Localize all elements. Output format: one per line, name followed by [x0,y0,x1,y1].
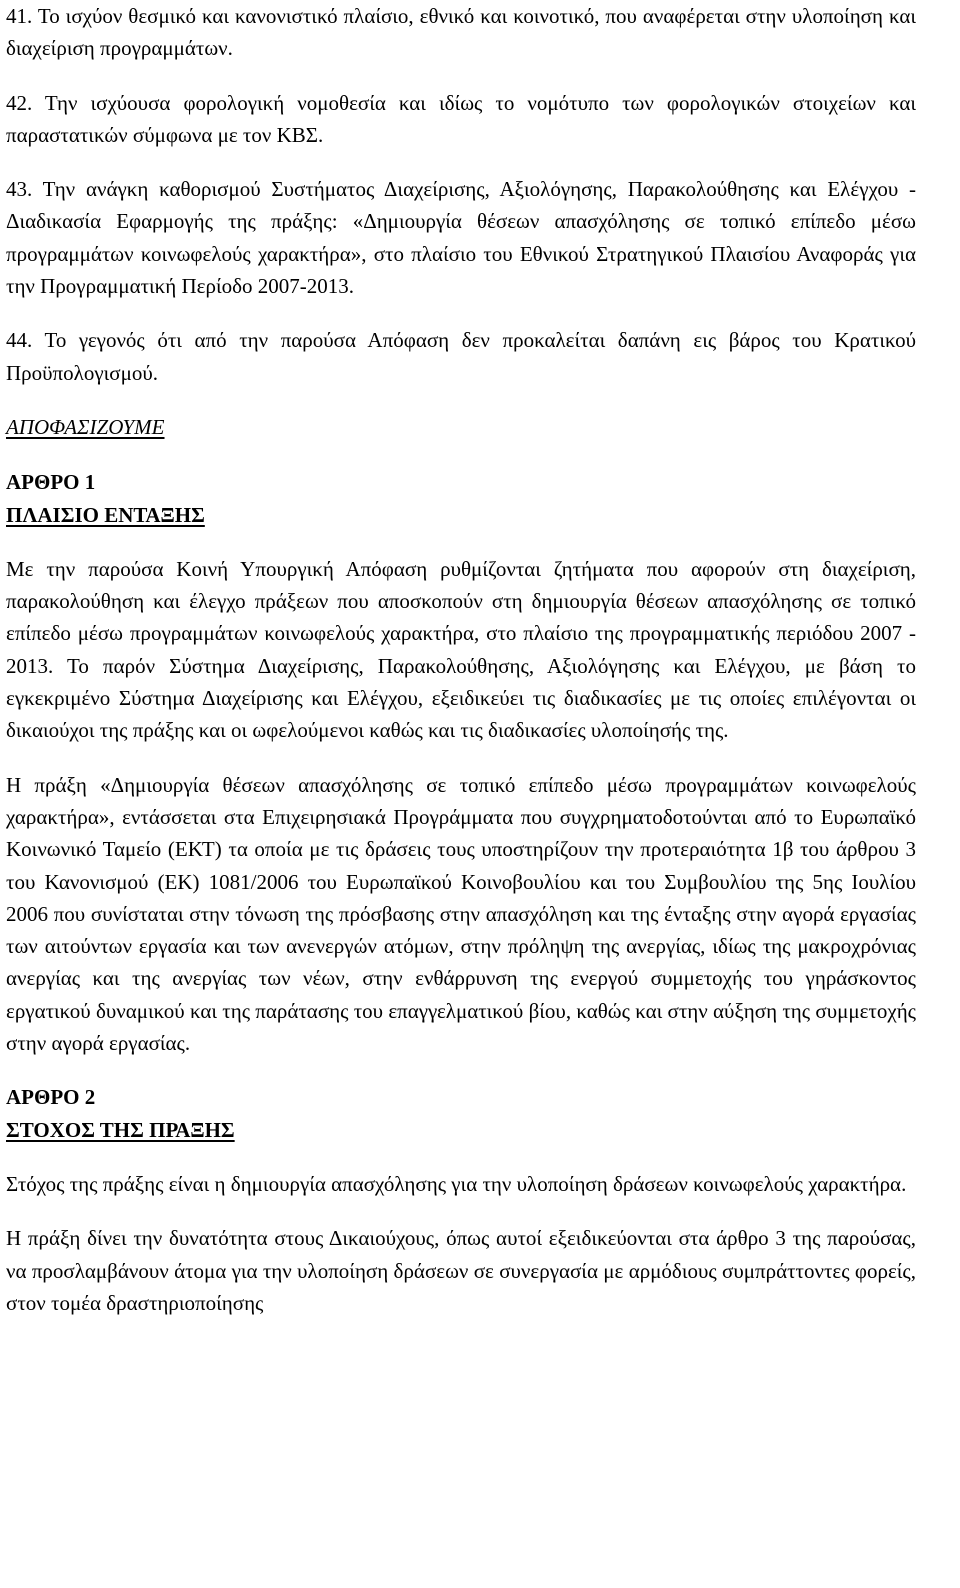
document-page [6,0,916,1319]
article-2-paragraph: Η πράξη δίνει την δυνατότητα στους Δικαιούχους, όπως αυτοί εξειδικεύονται στα άρθρο 3 της παρούσας, να προσλαμβάνουν άτομα για την υλοποίηση δράσεων σε συνεργασία με αρμόδιους συμπράττοντες φορείς, στον τομέα δραστηριοποίησης [6,1226,916,1315]
article-2-heading [6,1081,916,1146]
consideration-item-41: 41. Το ισχύον θεσμικό και κανονιστικό πλαίσιο, εθνικό και κοινοτικό, που αναφέρεται στην υλοποίηση και διαχείριση προγραμμάτων. [6,4,916,61]
decision-heading: ΑΠΟΦΑΣΙΖΟΥΜΕ [6,414,165,439]
article-2-paragraph: Στόχος της πράξης είναι η δημιουργία απασχόλησης για την υλοποίηση δράσεων κοινωφελούς χαρακτήρα. [6,1171,907,1196]
consideration-item-42: 42. Την ισχύουσα φορολογική νομοθεσία και ιδίως το νομότυπο των φορολογικών στοιχείων και παραστατικών σύμφωνα με τον ΚΒΣ. [6,90,916,147]
article-2-title: ΣΤΟΧΟΣ ΤΗΣ ΠΡΑΞΗΣ [6,1117,235,1142]
article-1-paragraph: Με την παρούσα Κοινή Υπουργική Απόφαση ρυθμίζονται ζητήματα που αφορούν στη διαχείριση, παρακολούθηση και έλεγχο πράξεων που αποσκοπούν στη δημιουργία θέσεων απασχόλησης σε τοπικό επίπεδο μέσω προγραμμάτων κοινωφελούς χαρακτήρα, στο πλαίσιο της προγραμματικής περιόδου 2007 - 2013. Το παρόν Σύστημα Διαχείρισης, Παρακολούθησης, Αξιολόγησης και Ελέγχου, με βάση το εγκεκριμένο Σύστημα Διαχείρισης και Ελέγχου, εξειδικεύει τις διαδικασίες με τις οποίες επιλέγονται οι δικαιούχοι της πράξης και οι ωφελούμενοι καθώς και τις διαδικασίες υλοποίησής της. [6,556,916,743]
consideration-item-44: 44. Το γεγονός ότι από την παρούσα Απόφαση δεν προκαλείται δαπάνη εις βάρος του Κρατικού Προϋπολογισμού. [6,328,916,385]
article-2-number: ΑΡΘΡΟ 2 [6,1085,96,1110]
article-1-heading [6,466,916,531]
article-1-title: ΠΛΑΙΣΙΟ ΕΝΤΑΞΗΣ [6,502,205,527]
consideration-item-43: 43. Την ανάγκη καθορισμού Συστήματος Διαχείρισης, Αξιολόγησης, Παρακολούθησης και Ελέγχου - Διαδικασία Εφαρμογής της πράξης: «Δημιουργία θέσεων απασχόλησης σε τοπικό επίπεδο μέσω προγραμμάτων κοινωφελούς χαρακτήρα», στο πλαίσιο του Εθνικού Στρατηγικού Πλαισίου Αναφοράς για την Προγραμματική Περίοδο 2007-2013. [6,177,916,299]
article-1-number: ΑΡΘΡΟ 1 [6,470,96,495]
article-1-paragraph: Η πράξη «Δημιουργία θέσεων απασχόλησης σε τοπικό επίπεδο μέσω προγραμμάτων κοινωφελούς χαρακτήρα», εντάσσεται στα Επιχειρησιακά Προγράμματα που συγχρηματοδοτούνται από το Ευρωπαϊκό Κοινωνικό Ταμείο (ΕΚΤ) τα οποία με τις δράσεις τους υποστηρίζουν την προτεραιότητα 1β του άρθρου 3 του Κανονισμού (ΕΚ) 1081/2006 του Ευρωπαϊκού Κοινοβουλίου και του Συμβουλίου της 5ης Ιουλίου 2006 που συνίσταται στην τόνωση της πρόσβασης στην απασχόληση και της ένταξης στην αγορά εργασίας των αιτούντων εργασία και των ανενεργών ατόμων, στην πρόληψη της ανεργίας, ιδίως της μακροχρόνιας ανεργίας και της ανεργίας των νέων, στην ενθάρρυνση της ενεργού συμμετοχής του γηράσκοντος εργατικού δυναμικού και της παράτασης του επαγγελματικού βίου, καθώς και στην αύξηση της συμμετοχής στην αγορά εργασίας. [6,772,916,1056]
